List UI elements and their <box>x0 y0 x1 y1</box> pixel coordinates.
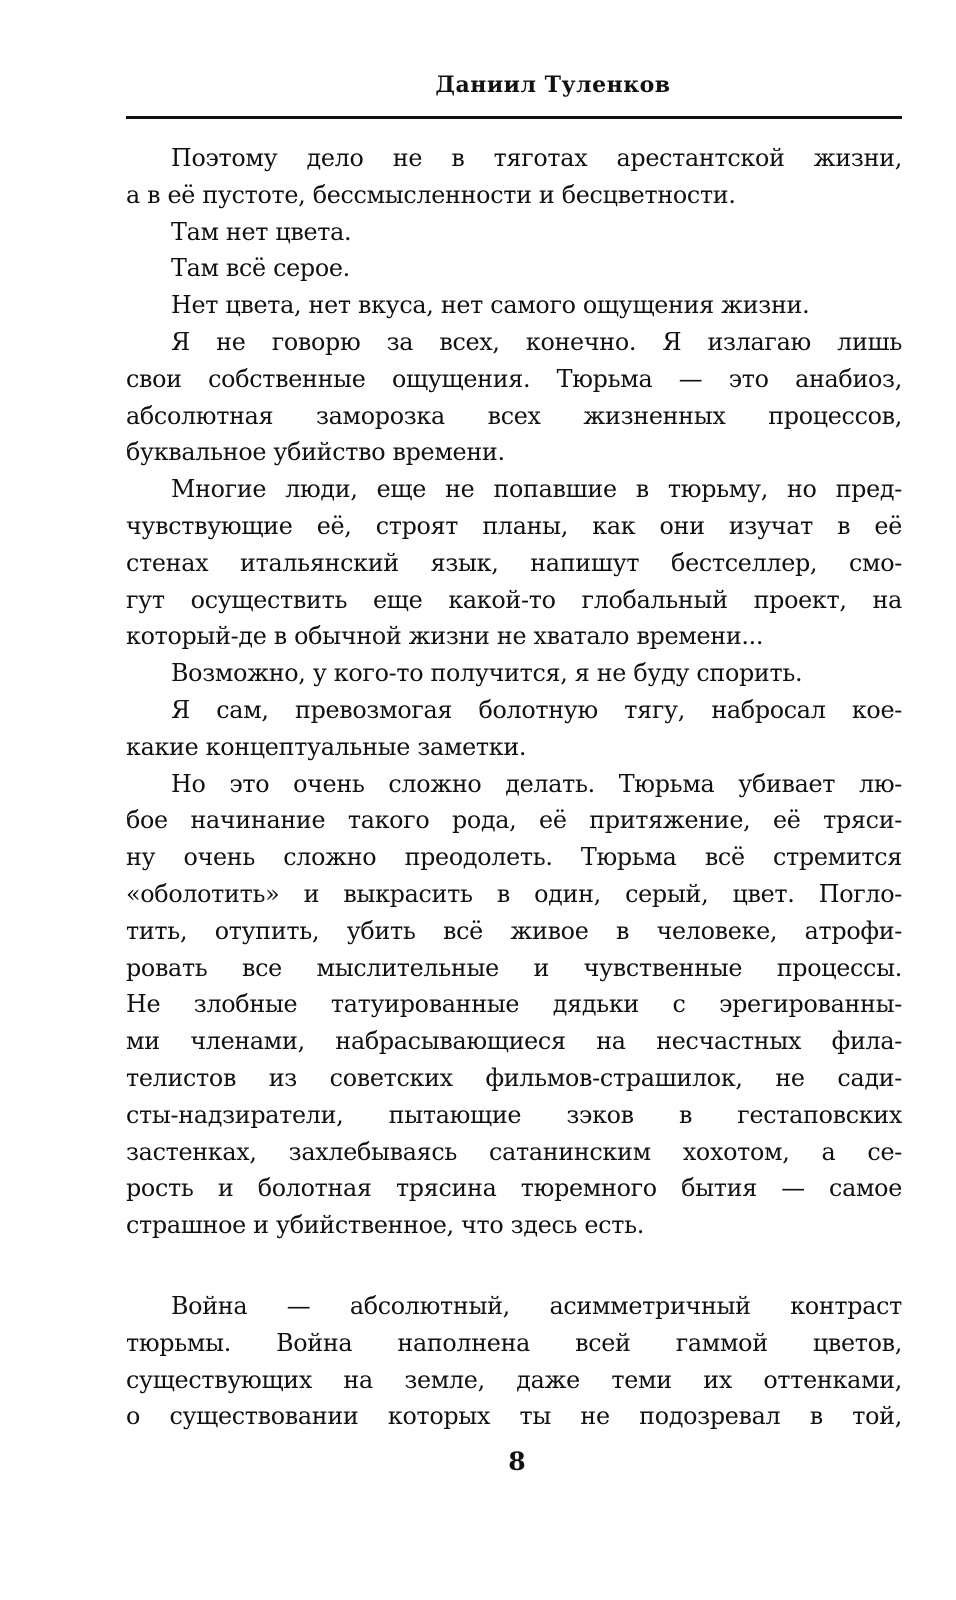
running-title: Даниил Туленков <box>435 72 671 98</box>
text-line: свои собственные ощущения. Тюрьма — это анабиоз, <box>126 364 902 393</box>
text-line: застенках, захлебываясь сатанинским хохотом, а се- <box>126 1137 902 1166</box>
text-line: существующих на земле, даже теми их оттенками, <box>126 1365 902 1394</box>
text-line: страшное и убийственное, что здесь есть. <box>126 1211 645 1240</box>
text-line: Я сам, превозмогая болотную тягу, набросал кое- <box>171 695 902 724</box>
text-line: ровать все мыслительные и чувственные процессы. <box>126 953 902 982</box>
text-line: ну очень сложно преодолеть. Тюрьма всё стремится <box>126 843 902 872</box>
header-rule <box>126 116 902 119</box>
text-line: сты-надзиратели, пытающие зэков в гестаповских <box>126 1100 902 1129</box>
text-line: а в её пустоте, бессмысленности и бесцветности. <box>126 180 736 209</box>
text-line: чувствующие её, строят планы, как они изучат в её <box>126 511 902 540</box>
text-line: Не злобные татуированные дядьки с эрегированны- <box>126 990 902 1019</box>
text-line: Война — абсолютный, асимметричный контраст <box>171 1291 902 1320</box>
text-line: Поэтому дело не в тяготах арестантской жизни, <box>171 144 902 172</box>
text-line: гут осуществить еще какой-то глобальный проект, на <box>126 585 902 614</box>
text-line: Возможно, у кого-то получится, я не буду спорить. <box>171 659 803 688</box>
text-line: какие концептуальные заметки. <box>126 732 527 761</box>
text-line: о существовании которых ты не подозревал в той, <box>126 1402 902 1431</box>
text-line: рость и болотная трясина тюремного бытия — самое <box>126 1174 902 1203</box>
text-line: ми членами, набрасывающиеся на несчастных фила- <box>126 1027 902 1056</box>
text-line: Там всё серое. <box>171 254 350 283</box>
text-line: Многие люди, еще не попавшие в тюрьму, но пред- <box>171 475 902 504</box>
page-number-container <box>0 1447 956 1476</box>
text-line: тюрьмы. Война наполнена всей гаммой цветов, <box>126 1328 902 1357</box>
text-line: Но это очень сложно делать. Тюрьма убивает лю- <box>171 769 902 798</box>
text-line: стенах итальянский язык, напишут бестселлер, смо- <box>126 548 902 577</box>
text-line: бое начинание такого рода, её притяжение, её тряси- <box>126 806 902 835</box>
text-line: абсолютная заморозка всех жизненных процессов, <box>126 401 902 430</box>
page-header <box>0 72 956 98</box>
text-line: который-де в обычной жизни не хватало времени... <box>126 622 764 651</box>
text-line: Там нет цвета. <box>171 217 352 246</box>
text-line: телистов из советских фильмов-страшилок, не сади- <box>126 1063 902 1092</box>
body-text <box>126 140 902 1435</box>
text-line: тить, отупить, убить всё живое в человеке, атрофи- <box>126 916 902 945</box>
text-line: буквальное убийство времени. <box>126 438 505 467</box>
text-line: Нет цвета, нет вкуса, нет самого ощущения жизни. <box>171 291 810 320</box>
paragraph-gap <box>126 1244 902 1288</box>
text-line: Я не говорю за всех, конечно. Я излагаю лишь <box>171 327 902 356</box>
text-line: «оболотить» и выкрасить в один, серый, цвет. Погло- <box>126 879 902 908</box>
page-number: 8 <box>508 1447 526 1476</box>
